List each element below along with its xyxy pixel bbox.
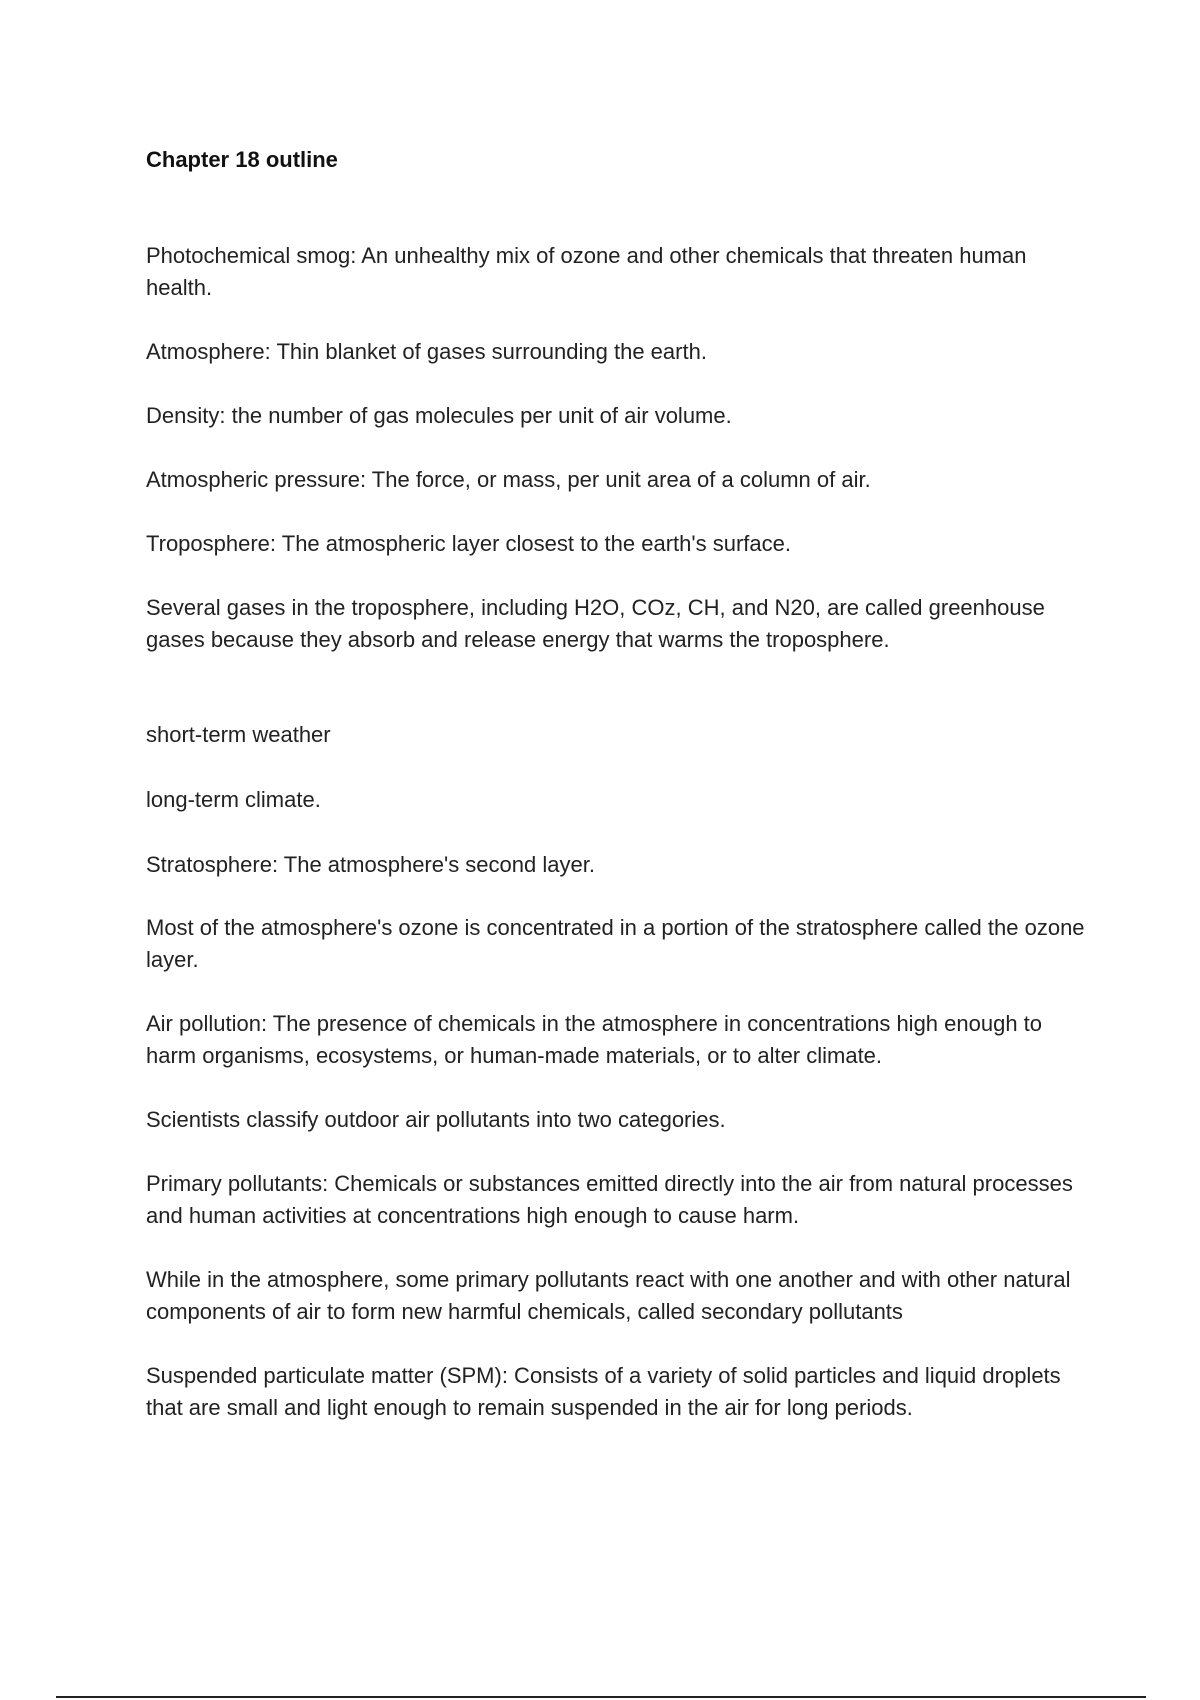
paragraph-atmosphere: Atmosphere: Thin blanket of gases surrounding the earth. [146, 339, 707, 364]
paragraph-density: Density: the number of gas molecules per unit of air volume. [146, 403, 732, 428]
paragraph-greenhouse-gases: Several gases in the troposphere, including H2O, COz, CH, and N20, are called greenhouse gases because they absorb and release energy that warms the troposphere. [146, 595, 1045, 652]
paragraph-suspended-particulate-matter: Suspended particulate matter (SPM): Consists of a variety of solid particles and liquid droplets that are small and light enough to remain suspended in the air for long periods. [146, 1363, 1061, 1420]
page-title: Chapter 18 outline [146, 147, 338, 172]
paragraph-photochemical-smog: Photochemical smog: An unhealthy mix of ozone and other chemicals that threaten human health. [146, 243, 1027, 300]
paragraph-long-term-climate: long-term climate. [146, 787, 321, 812]
paragraph-stratosphere: Stratosphere: The atmosphere's second layer. [146, 852, 595, 877]
paragraph-ozone-layer: Most of the atmosphere's ozone is concentrated in a portion of the stratosphere called the ozone layer. [146, 915, 1085, 972]
paragraph-atmospheric-pressure: Atmospheric pressure: The force, or mass, per unit area of a column of air. [146, 467, 871, 492]
paragraph-pollutant-categories: Scientists classify outdoor air pollutants into two categories. [146, 1107, 726, 1132]
paragraph-primary-pollutants: Primary pollutants: Chemicals or substances emitted directly into the air from natural processes and human activities at concentrations high enough to cause harm. [146, 1171, 1073, 1228]
paragraph-secondary-pollutants: While in the atmosphere, some primary pollutants react with one another and with other natural components of air to form new harmful chemicals, called secondary pollutants [146, 1267, 1071, 1324]
bottom-divider [56, 1696, 1146, 1698]
paragraph-troposphere: Troposphere: The atmospheric layer closest to the earth's surface. [146, 531, 791, 556]
paragraph-air-pollution: Air pollution: The presence of chemicals in the atmosphere in concentrations high enough to harm organisms, ecosystems, or human-made materials, or to alter climate. [146, 1011, 1043, 1068]
paragraph-short-term-weather: short-term weather [146, 722, 331, 747]
